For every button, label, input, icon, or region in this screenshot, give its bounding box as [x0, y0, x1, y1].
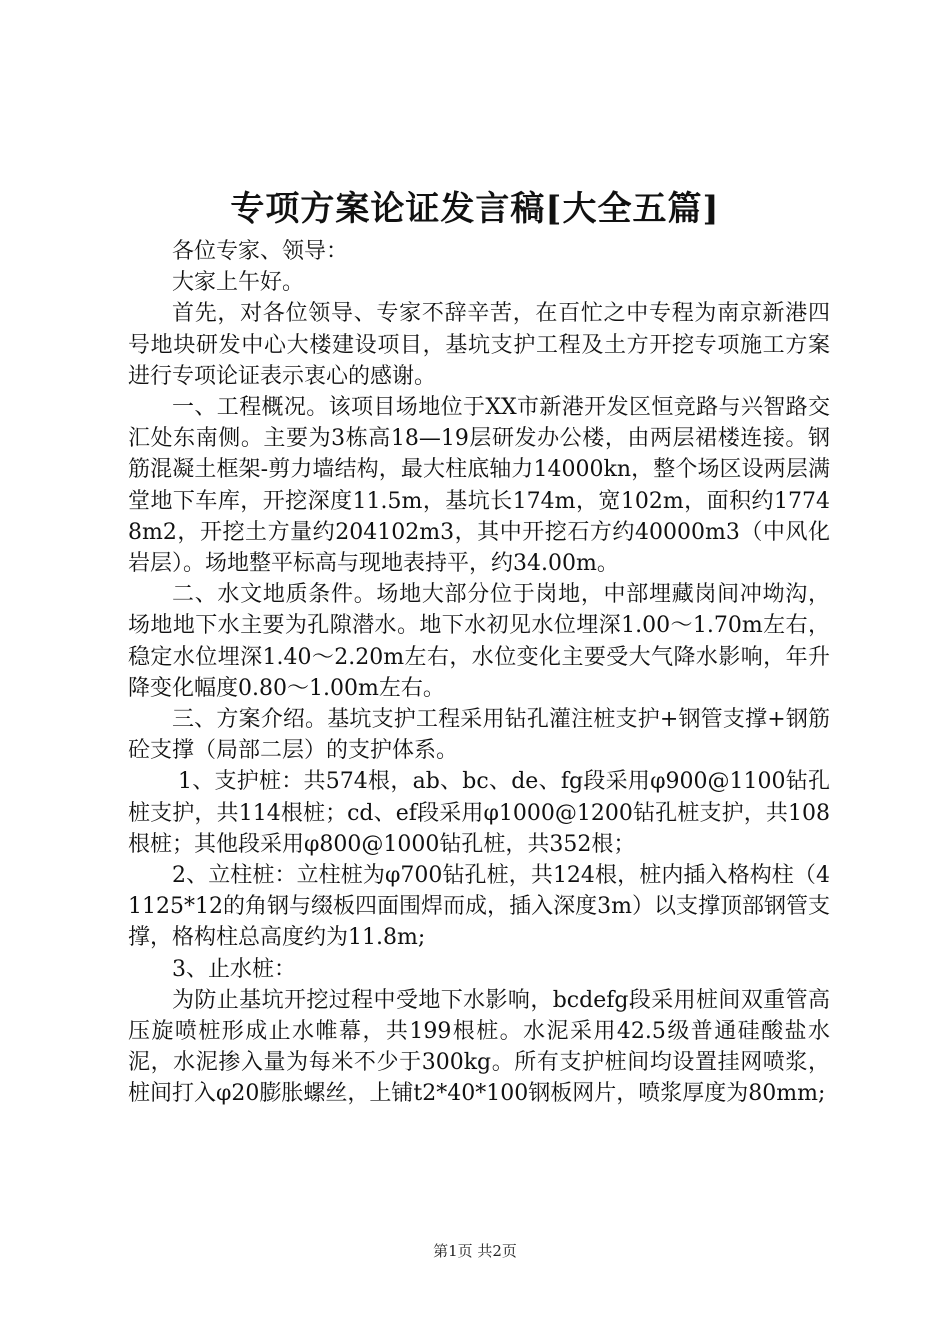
paragraph-waterproof-detail: 为防止基坑开挖过程中受地下水影响，bcdefg段采用桩间双重管高压旋喷桩形成止水帷幕，共199根桩。水泥采用42.5级普通硅酸盐水泥，水泥掺入量为每米不少于300kg。所有支护桩间均设置挂网喷浆，桩间打入φ20膨胀螺丝，上铺t2*40*100钢板网片，喷浆厚度为80mm; [128, 987, 830, 1107]
paragraph-greeting: 各位专家、领导： [172, 239, 349, 264]
paragraph-support-piles: 1、支护桩：共574根，ab、bc、de、fg段采用φ900@1100钻孔桩支护，共114根桩；cd、ef段采用φ1000@1200钻孔桩支护，共108根桩；其他段采用φ800@1000钻孔桩，共352根； [128, 769, 830, 857]
paragraph-column-piles: 2、立柱桩：立柱桩为φ700钻孔桩，共124根，桩内插入格构柱（41125*12的角钢与缀板四面围焊而成，插入深度3m）以支撑顶部钢管支撑，格构柱总高度约为11.8m; [128, 863, 830, 951]
document-title: 专项方案论证发言稿[大全五篇] [230, 189, 720, 229]
paragraph-plan-intro: 三、方案介绍。基坑支护工程采用钻孔灌注桩支护+钢管支撑+钢筋砼支撑（局部二层）的支护体系。 [128, 707, 830, 764]
paragraph-project-overview: 一、工程概况。该项目场地位于XX市新港开发区恒竞路与兴智路交汇处东南侧。主要为3栋高18—19层研发办公楼，由两层裙楼连接。钢筋混凝土框架-剪力墙结构，最大柱底轴力14000kn，整个场区设两层满堂地下车库，开挖深度11.5m，基坑长174m，宽102m，面积约17748m2，开挖土方量约204102m3，其中开挖石方约40000m3（中风化岩层）。场地整平标高与现地表持平，约34.00m。 [128, 395, 830, 577]
page-footer: 第1页 共2页 [433, 1242, 517, 1260]
document-body [128, 236, 830, 1110]
paragraph-salutation: 大家上午好。 [172, 270, 305, 296]
paragraph-thanks: 首先，对各位领导、专家不辞辛苦，在百忙之中专程为南京新港四号地块研发中心大楼建设项目，基坑支护工程及土方开挖专项施工方案进行专项论证表示衷心的感谢。 [128, 301, 830, 389]
paragraph-waterproof-heading: 3、止水桩： [172, 956, 296, 982]
paragraph-hydrogeology: 二、水文地质条件。场地大部分位于岗地，中部埋藏岗间冲坳沟，场地地下水主要为孔隙潜水。地下水初见水位埋深1.00～1.70m左右，稳定水位埋深1.40～2.20m左右，水位变化主要受大气降水影响，年升降变化幅度0.80～1.00m左右。 [128, 582, 830, 701]
